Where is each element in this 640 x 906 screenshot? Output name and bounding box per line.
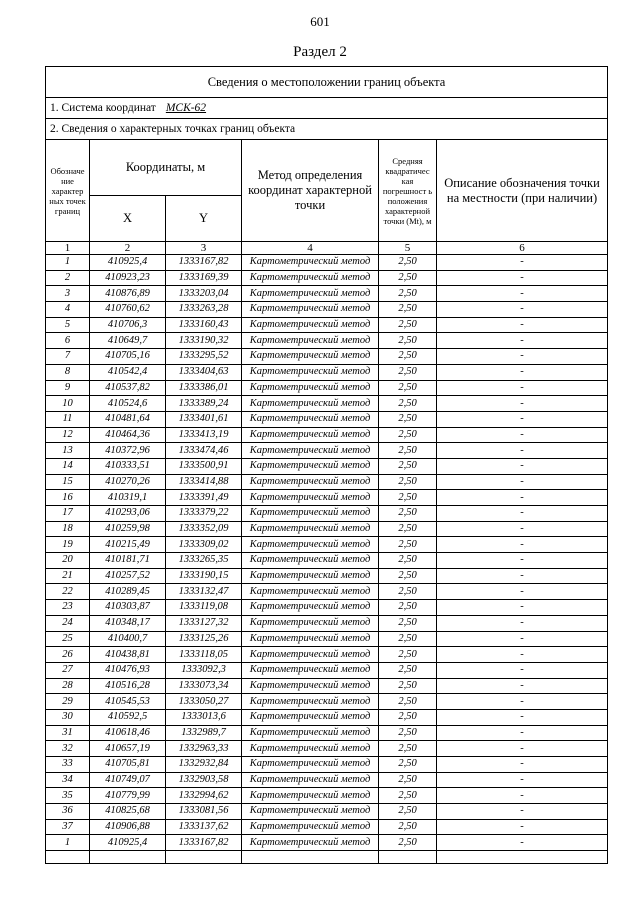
method-cell: Картометрический метод [242, 553, 379, 569]
table-row [46, 819, 608, 835]
accuracy-cell: 2,50 [379, 474, 437, 490]
coord-y: 1333169,39 [166, 270, 242, 286]
coord-x: 410906,88 [90, 819, 166, 835]
coord-y: 1333167,82 [166, 255, 242, 271]
table-row [46, 270, 608, 286]
coord-y: 1333125,26 [166, 631, 242, 647]
header-description: Описание обозначения точки на местности (при наличии) [437, 140, 608, 242]
table-row [46, 804, 608, 820]
coord-x: 410825,68 [90, 804, 166, 820]
table-row [46, 584, 608, 600]
coord-y: 1333413,19 [166, 427, 242, 443]
method-cell: Картометрический метод [242, 741, 379, 757]
description-cell: - [437, 364, 608, 380]
coord-x: 410545,53 [90, 694, 166, 710]
coord-x: 410649,7 [90, 333, 166, 349]
description-cell: - [437, 819, 608, 835]
method-cell: Картометрический метод [242, 270, 379, 286]
coord-x: 410542,4 [90, 364, 166, 380]
accuracy-cell: 2,50 [379, 443, 437, 459]
table-row [46, 568, 608, 584]
description-cell: - [437, 317, 608, 333]
table-row [46, 647, 608, 663]
description-cell: - [437, 521, 608, 537]
point-number: 14 [46, 458, 90, 474]
table-row [46, 537, 608, 553]
coord-y: 1333263,28 [166, 302, 242, 318]
accuracy-cell: 2,50 [379, 458, 437, 474]
method-cell: Картометрический метод [242, 631, 379, 647]
accuracy-cell: 2,50 [379, 537, 437, 553]
coord-x: 410592,5 [90, 709, 166, 725]
table-row [46, 506, 608, 522]
method-cell: Картометрический метод [242, 584, 379, 600]
coord-x: 410481,64 [90, 411, 166, 427]
accuracy-cell: 2,50 [379, 662, 437, 678]
point-number: 28 [46, 678, 90, 694]
blank-row [46, 851, 608, 864]
coord-x: 410516,28 [90, 678, 166, 694]
method-cell: Картометрический метод [242, 427, 379, 443]
description-cell: - [437, 537, 608, 553]
page-number: 601 [310, 14, 330, 29]
accuracy-cell: 2,50 [379, 349, 437, 365]
method-cell: Картометрический метод [242, 506, 379, 522]
coord-y: 1332903,58 [166, 772, 242, 788]
accuracy-cell: 2,50 [379, 631, 437, 647]
method-cell: Картометрический метод [242, 364, 379, 380]
coord-x: 410876,89 [90, 286, 166, 302]
description-cell: - [437, 662, 608, 678]
accuracy-cell: 2,50 [379, 521, 437, 537]
method-cell: Картометрический метод [242, 709, 379, 725]
coord-y: 1333203,04 [166, 286, 242, 302]
method-cell: Картометрический метод [242, 380, 379, 396]
accuracy-cell: 2,50 [379, 584, 437, 600]
coordinate-system-label: 1. Система координат [50, 102, 156, 114]
point-number: 31 [46, 725, 90, 741]
coord-y: 1332989,7 [166, 725, 242, 741]
point-number: 29 [46, 694, 90, 710]
method-cell: Картометрический метод [242, 537, 379, 553]
coord-y: 1333132,47 [166, 584, 242, 600]
point-number: 11 [46, 411, 90, 427]
coord-x: 410333,51 [90, 458, 166, 474]
method-cell: Картометрический метод [242, 804, 379, 820]
accuracy-cell: 2,50 [379, 396, 437, 412]
coordinate-system-value: МСК-62 [165, 102, 207, 114]
blank-cell [166, 851, 242, 864]
description-cell: - [437, 458, 608, 474]
blank-cell [90, 851, 166, 864]
coord-x: 410181,71 [90, 553, 166, 569]
description-cell: - [437, 333, 608, 349]
accuracy-cell: 2,50 [379, 600, 437, 616]
point-number: 34 [46, 772, 90, 788]
point-number: 1 [46, 835, 90, 851]
coord-x: 410705,16 [90, 349, 166, 365]
method-cell: Картометрический метод [242, 474, 379, 490]
method-cell: Картометрический метод [242, 600, 379, 616]
description-cell: - [437, 474, 608, 490]
method-cell: Картометрический метод [242, 694, 379, 710]
coord-x: 410923,23 [90, 270, 166, 286]
accuracy-cell: 2,50 [379, 804, 437, 820]
coord-x: 410293,06 [90, 506, 166, 522]
accuracy-cell: 2,50 [379, 615, 437, 631]
coord-x: 410705,81 [90, 757, 166, 773]
table-row [46, 317, 608, 333]
header-x: X [90, 196, 166, 242]
table-row [46, 678, 608, 694]
coord-x: 410259,98 [90, 521, 166, 537]
table-row [46, 302, 608, 318]
coord-x: 410319,1 [90, 490, 166, 506]
accuracy-cell: 2,50 [379, 725, 437, 741]
method-cell: Картометрический метод [242, 725, 379, 741]
coord-x: 410537,82 [90, 380, 166, 396]
description-cell: - [437, 757, 608, 773]
point-number: 9 [46, 380, 90, 396]
coord-x: 410270,26 [90, 474, 166, 490]
coord-x: 410438,81 [90, 647, 166, 663]
column-number: 3 [166, 242, 242, 255]
accuracy-cell: 2,50 [379, 835, 437, 851]
coord-y: 1333500,91 [166, 458, 242, 474]
table-row [46, 411, 608, 427]
coord-x: 410303,87 [90, 600, 166, 616]
coord-x: 410257,52 [90, 568, 166, 584]
coord-y: 1333167,82 [166, 835, 242, 851]
point-number: 2 [46, 270, 90, 286]
point-number: 20 [46, 553, 90, 569]
coord-y: 1333119,08 [166, 600, 242, 616]
description-cell: - [437, 270, 608, 286]
point-number: 35 [46, 788, 90, 804]
table-row [46, 631, 608, 647]
coord-y: 1333401,61 [166, 411, 242, 427]
accuracy-cell: 2,50 [379, 819, 437, 835]
point-number: 22 [46, 584, 90, 600]
point-number: 25 [46, 631, 90, 647]
coord-y: 1332963,33 [166, 741, 242, 757]
coord-x: 410464,36 [90, 427, 166, 443]
coord-y: 1332994,62 [166, 788, 242, 804]
point-number: 1 [46, 255, 90, 271]
method-cell: Картометрический метод [242, 647, 379, 663]
point-number: 30 [46, 709, 90, 725]
coord-y: 1333092,3 [166, 662, 242, 678]
accuracy-cell: 2,50 [379, 678, 437, 694]
description-cell: - [437, 788, 608, 804]
point-number: 8 [46, 364, 90, 380]
description-cell: - [437, 647, 608, 663]
coord-y: 1333160,43 [166, 317, 242, 333]
method-cell: Картометрический метод [242, 788, 379, 804]
point-number: 27 [46, 662, 90, 678]
blank-cell [379, 851, 437, 864]
coord-y: 1333081,56 [166, 804, 242, 820]
point-number: 37 [46, 819, 90, 835]
coord-y: 1333352,09 [166, 521, 242, 537]
description-cell: - [437, 490, 608, 506]
header-y: Y [166, 196, 242, 242]
coord-x: 410706,3 [90, 317, 166, 333]
coord-x: 410215,49 [90, 537, 166, 553]
description-cell: - [437, 380, 608, 396]
description-cell: - [437, 427, 608, 443]
table-title: Сведения о местоположении границ объекта [46, 67, 608, 98]
method-cell: Картометрический метод [242, 396, 379, 412]
header-coordinates: Координаты, м [90, 140, 242, 196]
description-cell: - [437, 615, 608, 631]
method-cell: Картометрический метод [242, 568, 379, 584]
table-row [46, 553, 608, 569]
table-row [46, 396, 608, 412]
point-number: 17 [46, 506, 90, 522]
column-number: 6 [437, 242, 608, 255]
boundary-table-frame [45, 66, 607, 864]
coord-y: 1332932,84 [166, 757, 242, 773]
coord-x: 410760,62 [90, 302, 166, 318]
point-number: 13 [46, 443, 90, 459]
method-cell: Картометрический метод [242, 819, 379, 835]
method-cell: Картометрический метод [242, 411, 379, 427]
blank-cell [242, 851, 379, 864]
method-cell: Картометрический метод [242, 302, 379, 318]
table-row [46, 474, 608, 490]
method-cell: Картометрический метод [242, 255, 379, 271]
description-cell: - [437, 443, 608, 459]
table-row [46, 835, 608, 851]
method-cell: Картометрический метод [242, 615, 379, 631]
table-row [46, 741, 608, 757]
coord-x: 410372,96 [90, 443, 166, 459]
table-row [46, 615, 608, 631]
accuracy-cell: 2,50 [379, 333, 437, 349]
table-row [46, 349, 608, 365]
coord-x: 410925,4 [90, 835, 166, 851]
description-cell: - [437, 568, 608, 584]
blank-cell [437, 851, 608, 864]
column-number: 4 [242, 242, 379, 255]
description-cell: - [437, 553, 608, 569]
table-row [46, 427, 608, 443]
coord-y: 1333190,15 [166, 568, 242, 584]
accuracy-cell: 2,50 [379, 757, 437, 773]
method-cell: Картометрический метод [242, 521, 379, 537]
column-number: 2 [90, 242, 166, 255]
description-cell: - [437, 835, 608, 851]
accuracy-cell: 2,50 [379, 270, 437, 286]
description-cell: - [437, 600, 608, 616]
coord-y: 1333265,35 [166, 553, 242, 569]
coord-x: 410348,17 [90, 615, 166, 631]
coord-y: 1333386,01 [166, 380, 242, 396]
table-row [46, 286, 608, 302]
accuracy-cell: 2,50 [379, 490, 437, 506]
column-number: 1 [46, 242, 90, 255]
coord-y: 1333414,88 [166, 474, 242, 490]
description-cell: - [437, 349, 608, 365]
description-cell: - [437, 584, 608, 600]
points-section-title: 2. Сведения о характерных точках границ объекта [46, 119, 608, 140]
point-number: 26 [46, 647, 90, 663]
method-cell: Картометрический метод [242, 757, 379, 773]
coord-y: 1333050,27 [166, 694, 242, 710]
point-number: 7 [46, 349, 90, 365]
accuracy-cell: 2,50 [379, 553, 437, 569]
coord-x: 410289,45 [90, 584, 166, 600]
method-cell: Картометрический метод [242, 662, 379, 678]
table-row [46, 443, 608, 459]
method-cell: Картометрический метод [242, 286, 379, 302]
method-cell: Картометрический метод [242, 772, 379, 788]
description-cell: - [437, 255, 608, 271]
point-number: 32 [46, 741, 90, 757]
accuracy-cell: 2,50 [379, 772, 437, 788]
description-cell: - [437, 302, 608, 318]
point-number: 24 [46, 615, 90, 631]
method-cell: Картометрический метод [242, 443, 379, 459]
section-title: Раздел 2 [293, 44, 347, 60]
coord-y: 1333474,46 [166, 443, 242, 459]
table-row [46, 694, 608, 710]
description-cell: - [437, 631, 608, 647]
table-row [46, 757, 608, 773]
coord-y: 1333127,32 [166, 615, 242, 631]
description-cell: - [437, 709, 608, 725]
method-cell: Картометрический метод [242, 678, 379, 694]
method-cell: Картометрический метод [242, 458, 379, 474]
point-number: 6 [46, 333, 90, 349]
accuracy-cell: 2,50 [379, 568, 437, 584]
point-number: 15 [46, 474, 90, 490]
point-number: 21 [46, 568, 90, 584]
blank-cell [46, 851, 90, 864]
point-number: 36 [46, 804, 90, 820]
description-cell: - [437, 804, 608, 820]
coord-y: 1333073,34 [166, 678, 242, 694]
description-cell: - [437, 694, 608, 710]
coord-y: 1333295,52 [166, 349, 242, 365]
accuracy-cell: 2,50 [379, 286, 437, 302]
coord-y: 1333013,6 [166, 709, 242, 725]
coord-x: 410925,4 [90, 255, 166, 271]
coord-x: 410657,19 [90, 741, 166, 757]
accuracy-cell: 2,50 [379, 317, 437, 333]
description-cell: - [437, 506, 608, 522]
coord-x: 410524,6 [90, 396, 166, 412]
point-number: 16 [46, 490, 90, 506]
accuracy-cell: 2,50 [379, 506, 437, 522]
column-number: 5 [379, 242, 437, 255]
accuracy-cell: 2,50 [379, 709, 437, 725]
method-cell: Картометрический метод [242, 317, 379, 333]
description-cell: - [437, 411, 608, 427]
coord-y: 1333190,32 [166, 333, 242, 349]
header-point-label: Обозначе ние характер ных точек границ [46, 140, 90, 242]
coord-y: 1333309,02 [166, 537, 242, 553]
table-row [46, 788, 608, 804]
table-row [46, 364, 608, 380]
method-cell: Картометрический метод [242, 349, 379, 365]
coordinate-system-line [46, 98, 608, 119]
coord-x: 410749,07 [90, 772, 166, 788]
method-cell: Картометрический метод [242, 333, 379, 349]
table-row [46, 255, 608, 271]
point-number: 3 [46, 286, 90, 302]
accuracy-cell: 2,50 [379, 364, 437, 380]
column-number-row [46, 242, 608, 255]
description-cell: - [437, 396, 608, 412]
coord-y: 1333389,24 [166, 396, 242, 412]
table-row [46, 709, 608, 725]
coord-x: 410476,93 [90, 662, 166, 678]
boundary-table [45, 66, 608, 864]
method-cell: Картометрический метод [242, 490, 379, 506]
point-number: 18 [46, 521, 90, 537]
table-row [46, 458, 608, 474]
accuracy-cell: 2,50 [379, 255, 437, 271]
coord-x: 410400,7 [90, 631, 166, 647]
coord-y: 1333137,62 [166, 819, 242, 835]
table-row [46, 725, 608, 741]
accuracy-cell: 2,50 [379, 694, 437, 710]
description-cell: - [437, 741, 608, 757]
table-row [46, 600, 608, 616]
table-row [46, 772, 608, 788]
description-cell: - [437, 286, 608, 302]
accuracy-cell: 2,50 [379, 741, 437, 757]
description-cell: - [437, 678, 608, 694]
accuracy-cell: 2,50 [379, 302, 437, 318]
point-number: 12 [46, 427, 90, 443]
point-number: 10 [46, 396, 90, 412]
coord-y: 1333404,63 [166, 364, 242, 380]
point-number: 19 [46, 537, 90, 553]
coord-y: 1333118,05 [166, 647, 242, 663]
accuracy-cell: 2,50 [379, 647, 437, 663]
point-number: 5 [46, 317, 90, 333]
point-number: 23 [46, 600, 90, 616]
accuracy-cell: 2,50 [379, 427, 437, 443]
point-number: 33 [46, 757, 90, 773]
table-row [46, 521, 608, 537]
coord-y: 1333391,49 [166, 490, 242, 506]
method-cell: Картометрический метод [242, 835, 379, 851]
header-accuracy: Средняя квадратичес кая погрешност ь положения характерной точки (Mt), м [379, 140, 437, 242]
point-number: 4 [46, 302, 90, 318]
description-cell: - [437, 772, 608, 788]
header-method: Метод определения координат характерной точки [242, 140, 379, 242]
coord-y: 1333379,22 [166, 506, 242, 522]
table-row [46, 662, 608, 678]
table-row [46, 490, 608, 506]
accuracy-cell: 2,50 [379, 380, 437, 396]
coord-x: 410779,99 [90, 788, 166, 804]
table-row [46, 333, 608, 349]
description-cell: - [437, 725, 608, 741]
accuracy-cell: 2,50 [379, 788, 437, 804]
coord-x: 410618,46 [90, 725, 166, 741]
accuracy-cell: 2,50 [379, 411, 437, 427]
table-row [46, 380, 608, 396]
